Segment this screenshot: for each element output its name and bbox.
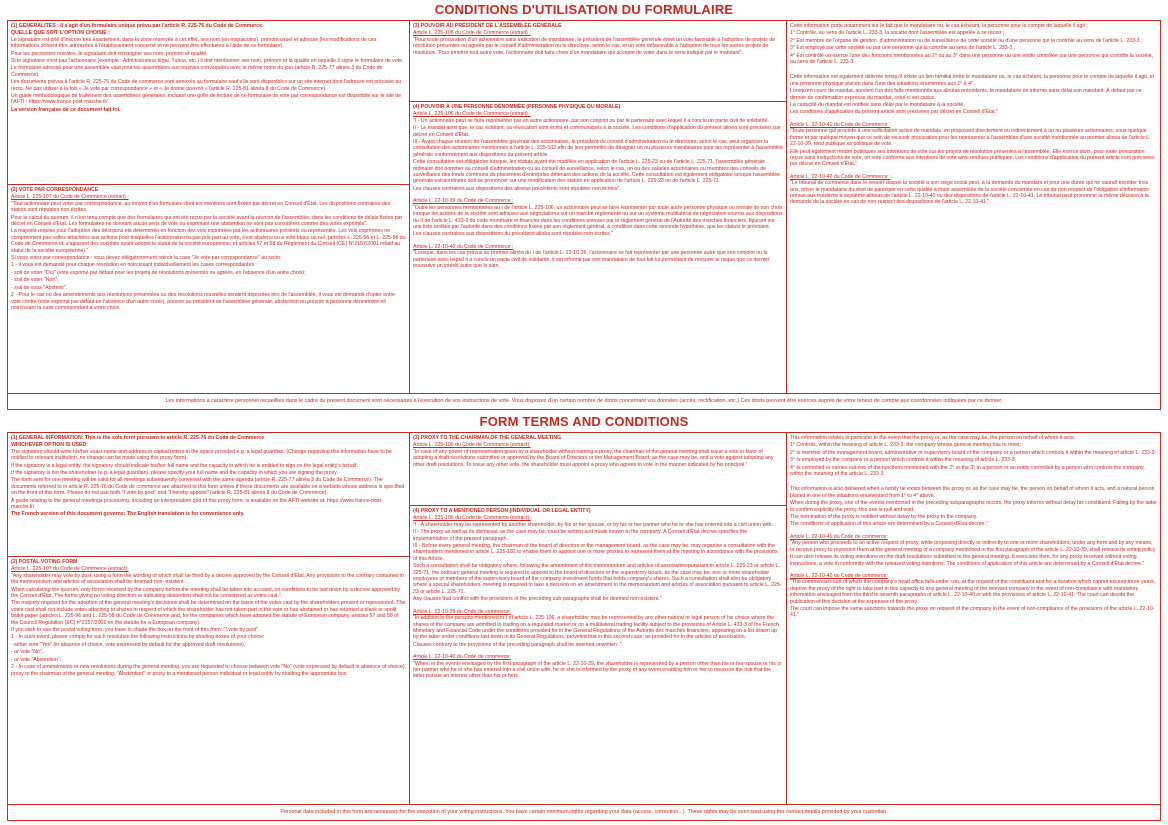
- fr-chairman-paragraphs: [413, 37, 783, 56]
- fr-postal-heading: (2) VOTE PAR CORRESPONDANCE: [11, 187, 99, 193]
- paragraph: 1° Controls, within the meaning of article L. 233-3, the company whose general meeting has to meet;: [790, 442, 1022, 449]
- paragraph: This information is also delivered when a family tie exists between the proxy or, as the case may be, the person on behalf of whom it acts, and a natural person placed in one of the situations enumerated from 1° to 4° above.: [790, 486, 1155, 499]
- fr-chairman-article: Article L. 225-106 du Code de Commerce (extrait) :: [413, 30, 531, 37]
- paragraph: Les clauses contraires aux dispositions des alinéas précédents sont réputées non écrites".: [413, 185, 621, 192]
- en-info-paragraphs-5: [790, 579, 1157, 618]
- french-frame: [7, 20, 1161, 394]
- paragraph: 2° Is member of the management board, administrative or supervisory board of the company or a person which controls it within the meaning of article L. 233-3;: [790, 449, 1156, 456]
- en-named-paragraphs-2: [413, 615, 783, 648]
- fr-postal-article: Article L. 225-107 du Code de Commerce (extrait) :: [11, 194, 129, 201]
- en-section-postal-vote: [8, 556, 409, 804]
- en-section-chairman: [410, 433, 786, 505]
- paragraph: "Any person who proceeds to an active request of proxy, while proposing directly or indirectly to one or more shareholders, under any form and by any means, to receive proxy to represent them at the general meeting of a company mentioned in the first paragraph of the article L. 22-10-39, shall release its voting policy.: [790, 540, 1157, 553]
- paragraph: "Le tribunal de commerce dans le ressort duquel la société a son siège social peut, à la demande du mandant et pour une durée qui ne saurait excéder trois ans, priver le mandataire du droit de participer en cette qualité à toute assemblée de la société concernée en cas de non-respect de l'obligation d'information prévue aux troisième à septième alinéas de l'article L. 22-10-40 ou des dispositions de l'article L. 22-10-41. Le tribunal peut prononcer la même décision à la demande de la société en cas de non-respect des dispositions de l'article L. 22-10-41.": [790, 180, 1150, 206]
- paragraph: 4° Est contrôlé ou exerce l'une des fonctions mentionnées au 2° ou au 3° dans une personne ou une entité contrôlée par une personne qui contrôle la société, au sens de l'article L. 233-3.: [790, 52, 1154, 66]
- paragraph: "I - A shareholder may be represented by another shareholder, by his or her spouse, or by his or her partner who he or she has entered into a civil union with.: [413, 521, 773, 528]
- en-named-paragraphs: [413, 522, 783, 603]
- paragraph: Les conditions d'application du présent article sont précisées par décret en Conseil d'État.": [790, 109, 998, 116]
- paragraph: It can also release its voting intentions on the draft resolutions submitted to the general meeting. It exercises then, for any proxy received without voting instructions, a vote in conformity with the released voting intentions. The conditions of application of this article are determined by a Conseil d'État decree.": [790, 554, 1145, 567]
- en-chairman-article: Article L. 225-106 du Code de Commerce (extract):: [413, 442, 531, 449]
- paragraph: "Any shareholder may vote by post, using a form the wording of which shall be fixed by a decree approved by the Conseil d'Etat. Any provisions to the contrary contained in the memorandum and articles of association shall be deemed non- existent.: [11, 572, 404, 586]
- en-chairman-paragraphs: [413, 449, 783, 468]
- fr-general-paragraphs: [11, 37, 406, 106]
- en-named-paragraphs-3: [413, 661, 783, 680]
- fr-general-bold-line: La version française de ce document fait foi.: [11, 106, 121, 113]
- fr-general-subheading: QUELLE QUE SOIT L'OPTION CHOISIE :: [11, 30, 110, 37]
- paragraph: "Pour toute procuration d'un actionnaire sans indication de mandataire, le président de l'assemblée générale émet un vote favorable à l'adoption de projets de résolution présentés ou agréés par le conseil d'administration ou le directoire, selon le cas, et un vote défavorable à l'adoption de tous les autres projets de résolution. Pour émettre tout autre vote, l'actionnaire doit faire choix d'un mandataire qui accepte de voter dans le sens indiqué par le mandant".: [413, 36, 776, 56]
- en-postal-paragraphs: [11, 573, 406, 677]
- en-named-heading: (4) PROXY TO A MENTIONED PERSON (INDIVIDUAL OR LEGAL ENTITY): [413, 508, 591, 514]
- paragraph: When calculating the quorum, only forms received by the company before the meeting shall be taken into account, on conditions to be laid down by a decree approved by the Conseil d'État. The forms giving no voting direction or indicating abstention shall not be considered as votes cast.": [11, 586, 401, 600]
- en-section-general: [8, 433, 409, 556]
- paragraph: Clauses contrary to the provisions of the preceding paragraph shall be deemed unwritten .": [413, 641, 622, 648]
- paragraph: "Tout actionnaire peut voter par correspondance, au moyen d'un formulaire dont les mentions sont fixées par décret en Conseil d'État. Les dispositions contraires des statuts sont réputées non écrites.: [11, 200, 391, 214]
- fr-info-article-5: Article L. 22-10-42 du Code de Commerce :: [790, 173, 891, 180]
- fr-section-chairman: [410, 21, 786, 101]
- paragraph: "Outre les personnes mentionnées au I de l'article L. 225-106, un actionnaire peut se faire représenter par toute autre personne physique ou morale de son choix lorsque les actions de la société sont admises aux négociations sur un marché réglementé ou sur un système multilatéral de négociation soumis aux dispositions du II de l'article L. 433-3 du code monétaire et financier dans les conditions prévues par le règlement général de l'Autorité des marchés financiers, figurant sur une liste arrêtée par l'autorité dans des conditions fixées par son règlement général, à condition dans cette seconde hypothèse, que les statuts le prévoient.: [413, 204, 783, 230]
- paragraph: "Lorsque, dans les cas prévus au premier alinéa du I de l'article L. 22-10-39, l'actionnaire se fait représenter par une personne autre que son conjoint ou le partenaire avec lequel il a conclu un pacte civil de solidarité, il est informé par son mandataire de tout fait lui permettant de mesurer le risque que ce dernier poursuive un intérêt autre que le sien.: [413, 250, 770, 269]
- paragraph: When during the proxy, one of the events mentioned in the preceding subparagraphs occurs, the proxy informs without delay his constituent. Failing by the latter to confirm explicitly the proxy, this one is null and void.: [790, 500, 1157, 513]
- fr-postal-paragraphs: [11, 201, 406, 312]
- english-column-3: [787, 433, 1160, 804]
- paragraph: Le signataire est prié d'inscrire très exactement, dans la zone réservée à cet effet, ses nom (en majuscules), prénom usuel et adresse (les modifications de ces informations doivent être adressées à l'établissement concerné et ne peuvent être effectuées à l'aide de ce formulaire).: [11, 36, 377, 50]
- paragraph: Cette consultation est obligatoire lorsque, les statuts ayant été modifiés en application de l'article L. 225-23 ou de l'article L. 225-71, l'assemblée générale ordinaire doit nommer au conseil d'administration ou au conseil de surveillance, selon le cas, un ou des salariés actionnaires ou membres des conseils de surveillance des fonds communs de placement d'entreprise détenant des actions de la société. Cette consultation est également obligatoire lorsque l'assemblée générale extraordinaire doit se prononcer sur une modification des statuts en application de l'article L. 225-23 ou de l'article L. 225-71.: [413, 159, 781, 185]
- paragraph: - or vote "Abstention".: [11, 656, 62, 663]
- english-column-2: [410, 433, 787, 804]
- paragraph: 4° Is controlled or carries out one of the functions mentioned with the 2° or the 3° in a person or an entity controlled by a person who controls the company, within the meaning of the article L. 233-3.: [790, 464, 1145, 478]
- paragraph: This information relates in particular to the event that the proxy or, as the case may be, the person on behalf of whom it acts:: [790, 435, 1075, 441]
- paragraph: Any clauses that conflict with the provisions of the preceding sub-paragraphs shall be deemed non-existent.": [413, 596, 662, 603]
- fr-section-named-person: [410, 101, 786, 393]
- english-title: FORM TERMS AND CONDITIONS: [479, 414, 689, 429]
- fr-section-general: [8, 21, 409, 184]
- paragraph: 1 - In such event, please comply for each resolution the following instructions by shading boxes of your choice:: [11, 634, 265, 641]
- paragraph: "In addition to the persons mentioned in I of article L. 225-106, a shareholder may be represented by any other natural or legal person of his choice where the shares of the company are admitted to trading on a regulated market or on a multilateral trading facility subject to the provisions of Article L. 433-3 of the French Monetary and Financial Code under the conditions provided for in the General Regulations of the Autorité des marchés financiers, appearing on a list drawn up by the latter under conditions laid down in its General Regulations, provided that in this second case, as provided for in the articles of association.: [413, 615, 779, 641]
- paragraph: 2 - Pour le cas où des amendements aux résolutions présentées ou des résolutions nouvelles seraient déposées lors de l'assemblée, il vous est demandé d'opter entre vote contre (vote exprimé par défaut en l'absence d'un autre choix), pouvoir au président de l'assemblée générale, abstention ou pouvoir à personne dénommée en noircissant la case correspondant à votre choix.: [11, 292, 396, 311]
- paragraph: La caducité du mandat est notifiée sans délai par le mandataire à la société.: [790, 102, 965, 109]
- fr-info-paragraphs-5: [790, 180, 1157, 206]
- english-footer: Personal data included in this form are necessary for the execution of your voting instructions. You have certain minimum rights regarding your data (access, correction...). These rights may be exercised using the contact details provided by your custodian.: [7, 805, 1161, 821]
- paragraph: - either vote "Yes" (in absence of choice, vote expressed by default for the approved draft resolutions),: [11, 641, 246, 648]
- paragraph: "Toute personne qui procède à une sollicitation active de mandats, en proposant directement ou indirectement à un ou plusieurs actionnaires, sous quelque forme et par quelque moyen que ce soit, de recevoir procuration pour les représenter à l'assemblée d'une société mentionnée au premier alinéa de l'article L. 22-10-39, rend publique sa politique de vote.: [790, 128, 1151, 148]
- en-named-article: Article L. 225-106 du Code de Commerce (extract):: [413, 515, 531, 522]
- fr-info-paragraphs: [790, 23, 1157, 65]
- en-named-article-3: Article L. 22-10-40 du Code de commerce:: [413, 654, 511, 661]
- fr-general-heading: (1) GENERALITES : Il s'agit d'un formulaire unique prévu par l'article R. 225-76 du Code de Commerce.: [11, 23, 264, 29]
- fr-named-paragraphs-3: [413, 250, 783, 269]
- fr-named-article: Article L. 225-106 du Code de Commerce (extrait) :: [413, 111, 531, 118]
- english-conditions-section: [7, 412, 1161, 822]
- paragraph: Pour le calcul du quorum, il n'est tenu compte que des formulaires qui ont été reçus par la société avant la réunion de l'assemblée, dans les conditions de délais fixées par décret en Conseil d'État. Les formulaires ne donnant aucun sens de vote ou exprimant une abstention ne sont pas considérés comme des votes exprimés".: [11, 214, 403, 228]
- paragraph: Cette information porte notamment sur le fait que le mandataire ou, le cas échéant, la personne pour le compte de laquelle il agit :: [790, 23, 1088, 29]
- paragraph: A guide relating to the general meetings processing, including an interpretation grid of this proxy form, is available on the AFTI website at: https://www.france-post-marche.fr/: [11, 497, 383, 511]
- en-info-article-4: Article L. 22-10-41 du Code de commerce:: [790, 533, 888, 540]
- fr-named-paragraphs: [413, 118, 783, 192]
- en-general-paragraphs: [11, 449, 406, 511]
- paragraph: - or vote "No",: [11, 649, 44, 656]
- en-info-article-5: Article L. 22-10-42 du Code de commerce:: [790, 572, 888, 579]
- paragraph: 2° Est membre de l'organe de gestion, d'administration ou de surveillance de cette société ou d'une personne qui la contrôle au sens de l'article L. 233-3 ;: [790, 37, 1143, 44]
- en-info-paragraphs-b: [790, 486, 1157, 527]
- en-postal-heading: (2) POSTAL VOTING FORM: [11, 559, 78, 565]
- paragraph: "In case of any power of representation given by a shareholder without naming a proxy, the chairman of the general meeting shall issue a vote in favor of adopting a draft resolutions submitted or approved by the Board of Directors or the Management Board, as the case may be, and a vote against adopting any other draft resolutions. To issue any other vote, the shareholder must appoint a proxy who agrees to vote in the manner indicated by his principal.": [413, 448, 774, 468]
- fr-named-heading: (4) POUVOIR À UNE PERSONNE DÉNOMMÉE (PERSONNE PHYSIQUE OU MORALE): [413, 104, 621, 110]
- paragraph: - soit de voter "Non";: [11, 277, 59, 284]
- paragraph: The termination of the proxy is notified without delay by the proxy to the company.: [790, 514, 978, 521]
- en-general-bold-line: The French version of this document governs; The English translation is for convenience only.: [11, 511, 245, 518]
- fr-named-article-3: Article L. 22-10-40 du Code de Commerce :: [413, 243, 514, 250]
- paragraph: The form sent for one meeting will be valid for all meetings subsequently convened with the same agenda (article R. 225-77 alinéa 3 du Code de Commerce). The documents referred to in article R. 225-76 du Code de commerce are attached to this form unless if these documents are available on a website whose address is specified on the front of this form. Please do not use both "I vote by post" and "I hereby appoint" (article R. 225-81 alinéa 8 du Code de Commerce).: [11, 477, 405, 497]
- paragraph: 3° Is employed by the company or a person which controls it within the meaning of article L. 233-3;: [790, 457, 1017, 464]
- paragraph: The signatory should write his/her exact name and address in capital letters in the space provided e.g. a legal guardian: (Change regarding this information have to be notified to relevant institution, no change can be made using this proxy form).: [11, 448, 392, 462]
- english-column-1: [8, 433, 410, 804]
- en-chairman-heading: (3) PROXY TO THE CHAIRMAN OF THE GENERAL MEETING: [413, 435, 562, 441]
- en-info-paragraphs: [790, 435, 1157, 477]
- paragraph: "I - Un actionnaire peut se faire représenter par un autre actionnaire, par son conjoint ou par le partenaire avec lequel il a conclu un pacte civil de solidarité.: [413, 117, 769, 124]
- paragraph: Pour les personnes morales, le signataire doit renseigner ses nom, prénom et qualité.: [11, 50, 208, 57]
- paragraph: The conditions of application of this article are determined by a Conseil d'État decree.": [790, 521, 988, 528]
- paragraph: II - The proxy as well as its dismissal, as the case may be, must be written and made known to the company. A Conseil d'État decree specifies the implementation of the present paragraph.: [413, 529, 748, 542]
- french-title: CONDITIONS D'UTILISATION DU FORMULAIRE: [434, 2, 734, 17]
- fr-section-postal-vote: [8, 184, 409, 393]
- en-section-named-person: [410, 505, 786, 804]
- fr-named-article-2: Article L. 22-10-39 du Code de Commerce :: [413, 198, 514, 205]
- paragraph: - soit de voter "Oui" (vote exprimé par défaut pour les projets de résolutions présentés ou agréés, en l'absence d'un autre choix);: [11, 269, 306, 276]
- french-footer: Les informations à caractère personnel recueillies dans le cadre du présent document sont nécessaires à l'exécution de vos instructions de vote. Vous disposez d'un certain nombre de droits concernant vos données (accès, rectification, etc.) Ces droits peuvent être exercés auprès de votre teneur de compte aux coordonnées indiquées par ce dernier.: [7, 394, 1161, 410]
- paragraph: Le formulaire adressé pour une assemblée vaut pour les assemblées successives convoquées avec le même ordre du jour (article R. 225-77 alinéa 3 du Code de Commerce).: [11, 65, 383, 78]
- paragraph: Elle peut également rendre publiques ses intentions de vote sur les projets de résolution présentés à l'assemblée. Elle exerce alors, pour toute procuration reçue sans instructions de vote, un vote conforme aux intentions de vote ainsi rendues publiques. Les conditions d'application du présent article sont précisées par décret en Conseil d'État.": [790, 148, 1155, 168]
- paragraph: Lorsqu'en cours de mandat, survient l'un des faits mentionnés aux alinéas précédents, le mandataire en informe sans délai son mandant. À défaut par ce dernier de confirmation expresse du mandat, celui-ci est caduc.: [790, 88, 1142, 101]
- paragraph: - soit de vous "Abstenir".: [11, 284, 68, 291]
- paragraph: III - Before every general meeting, the chairman of the board of directors or the management board, as the case may be, may organise a consultation with the shareholders mentioned in article L. 225-102 to enable them to appoint one or more proxies to represent them at the meeting in accordance with the provisions of this Article.: [413, 543, 778, 562]
- french-column-3: [787, 21, 1160, 393]
- fr-info-paragraphs-b: [790, 74, 1157, 115]
- paragraph: Si le signataire n'est pas l'actionnaire (exemple : Administrateur légal, Tuteur, etc.) il doit mentionner ses nom, prénom et la qualité en laquelle il signe le formulaire de vote.: [11, 58, 404, 65]
- paragraph: If the signatory is a legal entity, the signatory should indicate his/her full name and the capacity in which he is entitled to sign on the legal entity's behalf.: [11, 462, 358, 469]
- en-postal-article: Article L. 225-107 du Code de Commerce (extract):: [11, 566, 129, 573]
- paragraph: III - Avant chaque réunion de l'assemblée générale des actionnaires, le président du conseil d'administration ou le directoire, selon le cas, peut organiser la consultation des actionnaires mentionnés à l'article L. 225-102 afin de leur permettre de désigner un ou plusieurs mandataires pour les représenter à l'assemblée générale conformément aux dispositions du présent article.: [413, 139, 783, 158]
- french-column-1: [8, 21, 410, 393]
- paragraph: Les documents prévus à l'article R. 225-76 du Code de commerce sont annexés au formulaire sauf s'ils sont disponibles sur un site internet dont l'adresse est précisée au recto. Ne pas utiliser à la fois « Je vote par correspondance » et « Je donne pouvoir » (article R. 225-81 alinéa 8 du Code de Commerce).: [11, 79, 402, 92]
- paragraph: If the signatory is not the shareholder (e.g. a legal guardian), please specify your full name and the capacity in which you are signing the proxy.: [11, 470, 338, 477]
- paragraph: "When, in the events envisaged by the first paragraph of the article L. 22-10-39, the shareholder is represented by a person other than his or her spouse or his or her partner who he or she has entered into a civil union with, he or she is informed by the proxy of any event enabling him or her to measure the risk that the latter pursue an interest other than his or hers.: [413, 660, 782, 680]
- paragraph: "The commercial court of which the company's head office falls under can, at the request of the constituent and for a duration which cannot exceed three years, deprive the proxy of the right to take part in this capacity to any general meeting of the relevant company in the event of non-compliance with mandatory information envisaged from the third to seventh paragraphs of article L. 22-10-40 or with the provisions of article L. 22-10-41. The court can decide the publication of this decision at the expenses of the proxy.: [790, 579, 1156, 605]
- paragraph: The majority required for the adoption of the general meeting's decisions shall be determined on the basis of the votes cast by the shareholders present or represented. The votes cast shall not include votes attaching to shares in respect of which the shareholder has not taken part in the vote or has abstained or has returned a blank or spoilt ballot paper (articles L. 225-96 and L. 225-98 du Code de Commerce and, for the companies which have adopted the statute of European company, articles 57 and 58 of the Council Regulation (EC) n°2157/2001 on the statute for a European company).: [11, 600, 406, 626]
- paragraph: If you wish to use the postal voting form, you have to shade the box on the front of this form: "I vote by post".: [11, 627, 260, 634]
- en-named-article-2: Article L. 22-10-39 du Code de commerce:: [413, 608, 511, 615]
- paragraph: 2 - In case of amendments or new resolutions during the general meeting, you are requested to choose between vote "No" (vote expressed by default in absence of choice), proxy to the chairman of the general meeting, "Abstention" or proxy to a mentioned person individual or legal entity by shading the appropriate box.: [11, 664, 406, 677]
- paragraph: La majorité requise pour l'adoption des décisions est déterminée en fonction des voix exprimées par les actionnaires présents ou représentés. Les voix exprimées ne comprennent pas celles attachées aux actions pour lesquelles l'actionnaire n'a pas pris part au vote, s'est abstenu ou a voté blanc ou nul. (articles L. 225-96 et L. 225-98 du Code de Commerce et, s'agissant des sociétés ayant adopté le statut de la société européenne, et articles 57 et 58 du Règlement du Conseil (CE) N°2157/2001 relatif au statut de la société européenne).": [11, 228, 406, 254]
- fr-info-article-4: Article L. 22-10-41 du Code de Commerce :: [790, 121, 891, 128]
- en-general-subheading: WHICHEVER OPTION IS USED:: [11, 442, 88, 449]
- paragraph: II - Le mandat ainsi que, le cas échéant, sa révocation sont écrits et communiqués à la société. Les conditions d'application du présent alinéa sont précisées par décret en Conseil d'État.: [413, 125, 781, 138]
- en-general-heading: (1) GENERAL INFORMATION: This is the sole form pursuant to article R. 225-76 du Code de Commerce: [11, 435, 265, 441]
- french-conditions-section: [7, 0, 1161, 410]
- paragraph: Les clauses contraires aux dispositions du précédent alinéa sont réputées non écrites.": [413, 231, 613, 238]
- english-frame: [7, 432, 1161, 805]
- paragraph: Cette information est également délivrée lorsqu'il existe un lien familial entre le mandataire ou, le cas échéant, la personne pour le compte de laquelle il agit, et une personne physique placée dans l'une des situations énumérées aux 1° à 4°.: [790, 74, 1155, 87]
- paragraph: Si vous votez par correspondance : vous devez obligatoirement noircir la case "Je vote par correspondance" au recto.: [11, 255, 282, 262]
- fr-chairman-heading: (3) POUVOIR AU PRÉSIDENT DE L'ASSEMBLÉE GÉNÉRALE: [413, 23, 562, 29]
- paragraph: Un guide méthodologique de traitement des assemblées générales, incluant une grille de lecture de ce formulaire de vote par correspondance est disponible sur le site de l'AFTI : https://www.france-post-marche.fr/: [11, 93, 402, 106]
- paragraph: Such a consultation shall be obligatory where, following the amendment of the memorandum and articles of association pursuant to article L. 225-23 or article L. 225-71, the ordinary general meeting is required to appoint to the board of directors or the supervisory board, as the case may be, one or more shareholder employees or members of the supervisory board of the company investment funds that holds company's shares. Such a consultation shall also be obligatory where a special shareholders' meeting is required to take a decision on an amendment to the memorandum and articles of association pursuant to article L. 225-23 or article L. 225-71.: [413, 563, 782, 595]
- fr-named-paragraphs-2: [413, 205, 783, 238]
- en-info-paragraphs-4: [790, 540, 1157, 567]
- paragraph: 1 - il vous est demandé pour chaque résolution en noircissant individuellement les cases correspondantes :: [11, 262, 257, 269]
- paragraph: 3° Est employé par cette société ou par une personne qui la contrôle au sens de l'article L. 233-3 ;: [790, 45, 1016, 52]
- paragraph: The court can impose the same sanctions towards the proxy on request of the company in the event of non-compliance of the provisions of the article L. 22-10-41.": [790, 605, 1155, 619]
- fr-info-paragraphs-4: [790, 128, 1157, 167]
- french-column-2: [410, 21, 787, 393]
- paragraph: 1° Contrôle, au sens de l'article L. 233-3, la société dont l'assemblée est appelée à se réunir ;: [790, 30, 1005, 37]
